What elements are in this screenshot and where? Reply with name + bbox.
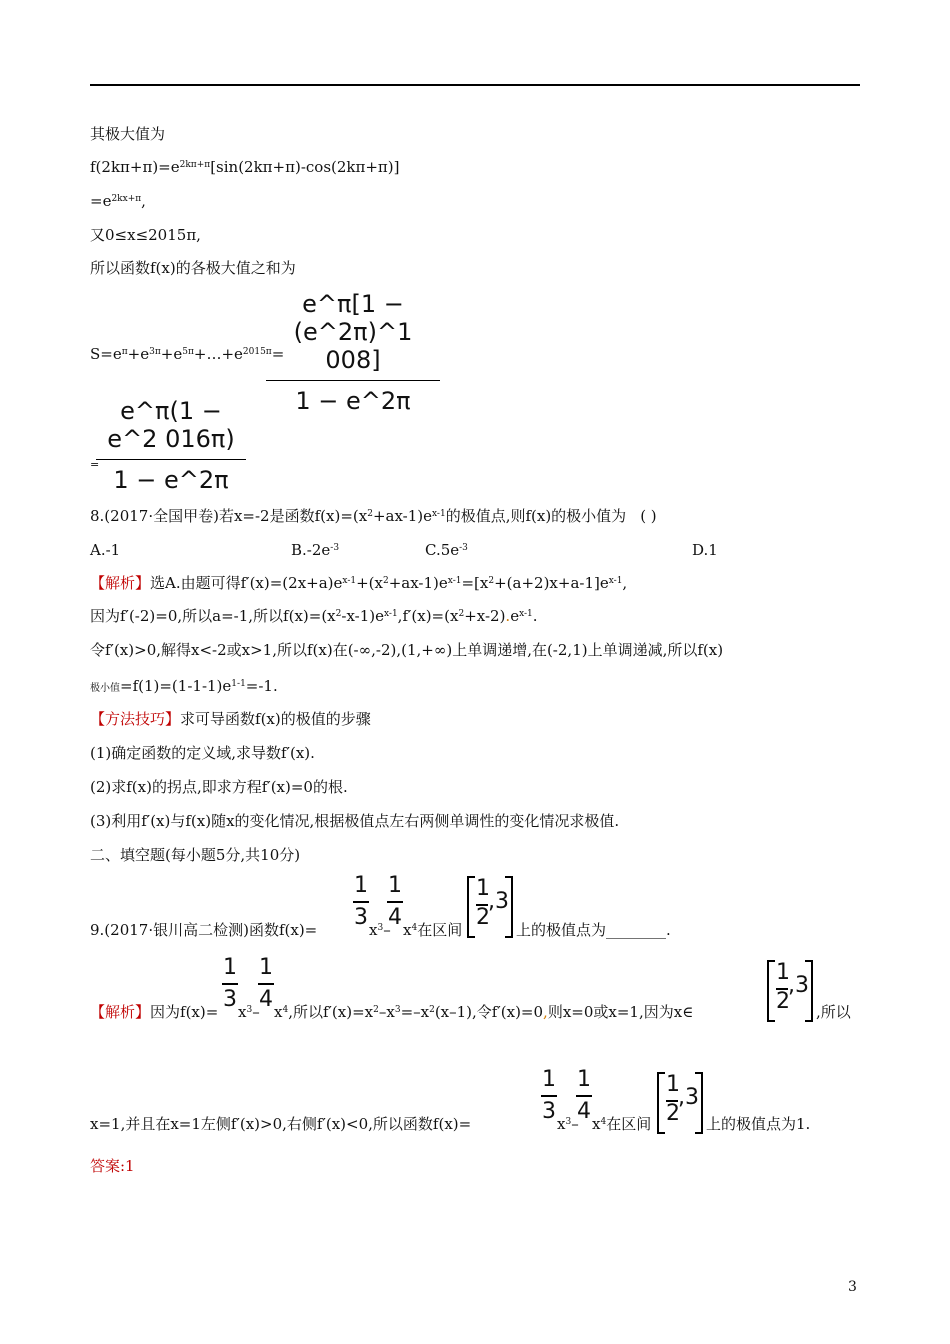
method-tip-step: (2)求f(x)的拐点,即求方程f′(x)=0的根.: [90, 778, 348, 796]
section-heading: 二、填空题(每小题5分,共10分): [90, 846, 301, 864]
method-tip-step: (1)确定函数的定义域,求导数f′(x).: [90, 744, 315, 762]
fraction-one-third: 1 3: [223, 955, 237, 1012]
method-tip-title: 【方法技巧】求可导函数f(x)的极值的步骤: [90, 710, 371, 728]
fraction-denominator: 1 − e^2π: [113, 466, 229, 494]
text-line: $S=e^\pi+e^{3\pi}+e^{5\pi}+\dots+e^{2015\pi}=$: [90, 345, 285, 363]
text-line: 其极大值为: [90, 125, 166, 143]
fraction-one-fourth: 1 4: [577, 1067, 591, 1124]
header-rule: [90, 84, 860, 86]
option-b: $B.-2e^{-3}$: [291, 541, 340, 559]
fraction-one-fourth: 1 4: [259, 955, 273, 1012]
answer: 答案:1: [90, 1157, 135, 1175]
fraction-numerator: e^π[1 − (e^2π)^1 008]: [293, 290, 413, 374]
solution-line: 上的极值点为1.: [706, 1115, 811, 1133]
solution-line: 极小值$=f(1)=(1-1-1)e^{1-1}=-1$.: [90, 677, 278, 695]
text-line: =: [90, 458, 100, 471]
term-x4: $x^4$在区间: [592, 1115, 652, 1133]
solution-line: 【解析】选A.由题可得$f'(x)=(2x+a)e^{x-1}+(x^2+ax-1)e^{x-1}=[x^2+(a+2)x+a-1]e^{x-1}$,: [90, 574, 628, 592]
fraction-one-third: 1 3: [354, 873, 368, 930]
term-x3: $x^3-$: [369, 921, 391, 939]
fraction-denominator: 1 − e^2π: [295, 387, 411, 415]
fraction-bar: [266, 380, 440, 381]
solution-line: ,所以: [816, 1003, 851, 1021]
solution-line: $x^4$,所以$f'(x)=x^2-x^3=-x^2(x-1)$,令f′(x)=0,则x=0或x=1,因为x∈: [274, 1003, 694, 1021]
text-line: 所以函数f(x)的各极大值之和为: [90, 259, 296, 277]
fraction-sum-formula: [266, 290, 440, 415]
term-x3: $x^3-$: [238, 1003, 260, 1021]
question-8-stem: 8.(2017·全国甲卷)若x=-2是函数$f(x)=(x^2+ax-1)e^{x-1}$的极值点,则f(x)的极小值为 ( ): [90, 507, 657, 525]
option-d: D.1: [692, 541, 718, 559]
question-9-stem-end: 上的极值点为________.: [516, 921, 671, 939]
solution-line: 令f′(x)>0,解得x<-2或x>1,所以f(x)在(-∞,-2),(1,+∞)上单调递增,在(-2,1)上单调递减,所以f(x): [90, 641, 724, 659]
page-number: 3: [848, 1279, 857, 1295]
term-x4: $x^4$在区间: [403, 921, 463, 939]
solution-line: 因为f′(-2)=0,所以a=-1,所以$f(x)=(x^2-x-1)e^{x-1},f'(x)=(x^2+x-2).e^{x-1}$.: [90, 607, 538, 625]
solution-tag: 【解析】: [90, 1003, 151, 1021]
method-tip-tag: 【方法技巧】: [90, 710, 181, 728]
text-line: $=e^{2kx+\pi}$,: [90, 192, 146, 210]
text-line: 又0≤x≤2015π,: [90, 226, 201, 244]
text-line: $f(2k\pi+\pi)=e^{2k\pi+\pi}[\sin(2k\pi+\pi)-\cos(2k\pi+\pi)]$: [90, 158, 400, 176]
question-9-stem-start: 9.(2017·银川高二检测)函数f(x)=: [90, 921, 318, 939]
solution-line: 【解析】因为f(x)=: [90, 1003, 219, 1021]
interval-bracket: 1 2 ,3: [657, 1072, 703, 1130]
method-tip-step: (3)利用f′(x)与f(x)随x的变化情况,根据极值点左右两侧单调性的变化情况求极值.: [90, 812, 620, 830]
solution-tag: 【解析】: [90, 574, 151, 592]
term-x3: $x^3-$: [557, 1115, 579, 1133]
interval-bracket: 1 2 ,3: [467, 876, 513, 934]
fraction-one-third: 1 3: [542, 1067, 556, 1124]
fraction-numerator: e^π(1 − e^2 016π): [107, 397, 235, 453]
solution-line: x=1,并且在x=1左侧f′(x)>0,右侧f′(x)<0,所以函数f(x)=: [90, 1115, 472, 1133]
fraction-one-fourth: 1 4: [388, 873, 402, 930]
fraction-bar: [96, 459, 246, 460]
fraction-simplified: [96, 397, 246, 494]
option-c: $C.5e^{-3}$: [425, 541, 468, 559]
interval-bracket: 1 2 ,3: [767, 960, 813, 1018]
option-a: A.-1: [90, 541, 121, 559]
